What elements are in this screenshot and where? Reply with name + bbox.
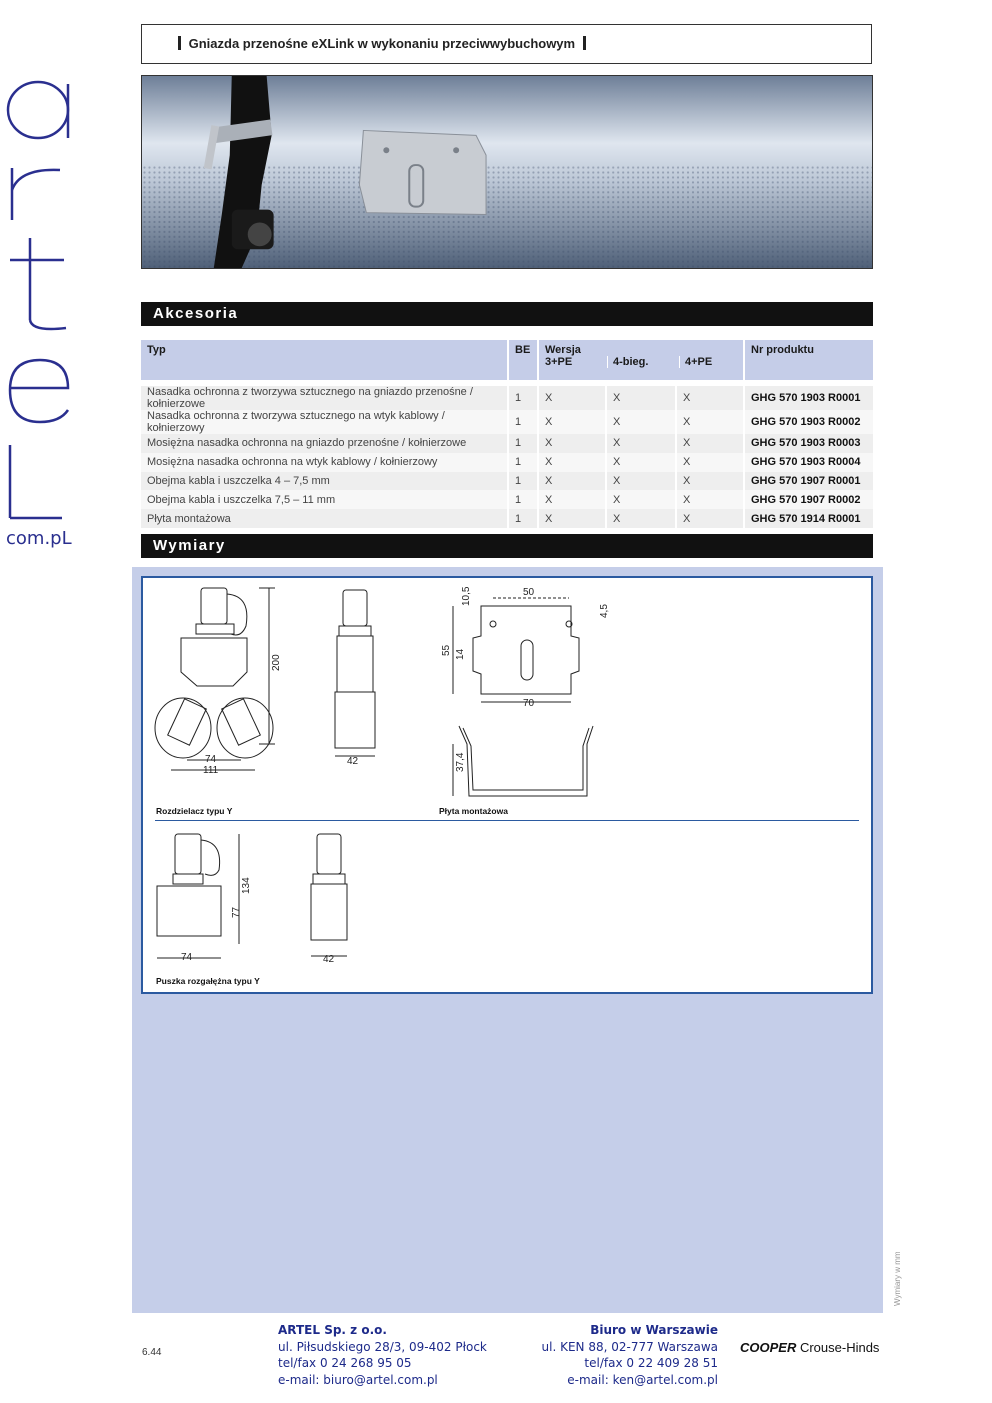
page-number: 6.44 bbox=[142, 1347, 162, 1358]
col-be: BE bbox=[508, 340, 538, 380]
col-version-label: Wersja bbox=[545, 344, 581, 356]
office-street: ul. KEN 88, 02-777 Warszawa bbox=[541, 1339, 718, 1354]
brand-bold: COOPER bbox=[740, 1340, 797, 1355]
cell-be: 1 bbox=[508, 490, 538, 509]
product-photo bbox=[141, 75, 873, 269]
col-product: Nr produktu bbox=[744, 340, 873, 380]
cell-type: Mosiężna nasadka ochronna na gniazdo przenośne / kołnierzowe bbox=[141, 434, 508, 453]
cell-v2: X bbox=[606, 386, 676, 410]
cell-product: GHG 570 1903 R0004 bbox=[744, 453, 873, 472]
company-phone: tel/fax 0 24 268 95 05 bbox=[278, 1356, 412, 1370]
col-v1: 3+PE bbox=[545, 356, 573, 368]
cell-type: Nasadka ochronna z tworzywa sztucznego na wtyk kablowy / kołnierzowy bbox=[141, 410, 508, 434]
col-type: Typ bbox=[141, 340, 508, 380]
office-name: Biuro w Warszawie bbox=[590, 1323, 718, 1337]
caption-splitter: Rozdzielacz typu Y bbox=[156, 806, 233, 816]
accessories-table bbox=[141, 340, 873, 528]
dim-splitter-w1: 74 bbox=[205, 754, 217, 765]
cell-product: GHG 570 1903 R0001 bbox=[744, 386, 873, 410]
table-row bbox=[141, 386, 873, 410]
cell-v2: X bbox=[606, 410, 676, 434]
dim-plate-top: 50 bbox=[523, 587, 535, 598]
dim-plate-off1: 10,5 bbox=[461, 586, 472, 606]
footer-right-address bbox=[520, 1322, 718, 1388]
splitter-side-drawing bbox=[335, 590, 375, 756]
company-email[interactable]: e-mail: biuro@artel.com.pl bbox=[278, 1372, 438, 1387]
cell-type: Mosiężna nasadka ochronna na wtyk kablowy / kołnierzowy bbox=[141, 453, 508, 472]
cell-product: GHG 570 1907 R0001 bbox=[744, 472, 873, 491]
col-v2: 4-bieg. bbox=[607, 356, 679, 368]
mounting-plate-image bbox=[359, 130, 486, 214]
technical-drawings bbox=[141, 576, 873, 994]
section-dimensions: Wymiary bbox=[141, 534, 873, 558]
dim-splitter-side-w: 42 bbox=[347, 756, 359, 767]
cell-v2: X bbox=[606, 472, 676, 491]
cell-v1: X bbox=[538, 386, 606, 410]
title-bar-left bbox=[178, 36, 181, 50]
dim-box-h1: 134 bbox=[241, 877, 252, 894]
office-email[interactable]: e-mail: ken@artel.com.pl bbox=[567, 1372, 718, 1387]
cell-v1: X bbox=[538, 453, 606, 472]
box-front-drawing bbox=[157, 834, 239, 958]
cell-product: GHG 570 1903 R0002 bbox=[744, 410, 873, 434]
cell-v3: X bbox=[676, 386, 744, 410]
title-bar-right bbox=[583, 36, 586, 50]
cell-product: GHG 570 1914 R0001 bbox=[744, 509, 873, 528]
dimensions-note: Wymiary w mm bbox=[893, 1251, 902, 1306]
cell-v1: X bbox=[538, 509, 606, 528]
cell-v2: X bbox=[606, 453, 676, 472]
dim-plate-h: 55 bbox=[441, 644, 452, 656]
footer-left-address bbox=[278, 1322, 487, 1388]
cell-be: 1 bbox=[508, 453, 538, 472]
dim-plate-slot: 14 bbox=[455, 648, 466, 660]
cooper-logo bbox=[740, 1340, 879, 1355]
company-name: ARTEL Sp. z o.o. bbox=[278, 1323, 387, 1337]
cell-v3: X bbox=[676, 490, 744, 509]
dim-splitter-h: 200 bbox=[271, 654, 282, 671]
caption-plate: Płyta montażowa bbox=[439, 806, 508, 816]
cell-v3: X bbox=[676, 410, 744, 434]
dim-splitter-w2: 111 bbox=[203, 765, 219, 776]
dim-plate-depth: 37,4 bbox=[455, 752, 466, 772]
cell-v1: X bbox=[538, 472, 606, 491]
page-title bbox=[178, 36, 586, 51]
plate-side-drawing bbox=[453, 726, 593, 796]
cell-be: 1 bbox=[508, 472, 538, 491]
dim-box-h2: 77 bbox=[231, 906, 242, 918]
section-accessories: Akcesoria bbox=[141, 302, 873, 326]
plate-front-drawing bbox=[453, 598, 579, 702]
cell-be: 1 bbox=[508, 410, 538, 434]
table-row bbox=[141, 490, 873, 509]
cell-be: 1 bbox=[508, 434, 538, 453]
cell-v2: X bbox=[606, 490, 676, 509]
caption-divider bbox=[155, 820, 859, 821]
splitter-front-drawing bbox=[155, 588, 275, 770]
cell-be: 1 bbox=[508, 386, 538, 410]
cell-be: 1 bbox=[508, 509, 538, 528]
cell-v1: X bbox=[538, 410, 606, 434]
office-phone: tel/fax 0 22 409 28 51 bbox=[584, 1356, 718, 1370]
dim-box-side-w: 42 bbox=[323, 954, 335, 965]
col-v3: 4+PE bbox=[679, 356, 743, 368]
cell-v3: X bbox=[676, 453, 744, 472]
company-street: ul. Piłsudskiego 28/3, 09-402 Płock bbox=[278, 1339, 487, 1354]
cell-v3: X bbox=[676, 434, 744, 453]
table-row bbox=[141, 410, 873, 434]
cell-v3: X bbox=[676, 509, 744, 528]
cell-product: GHG 570 1903 R0003 bbox=[744, 434, 873, 453]
dim-box-w: 74 bbox=[181, 952, 193, 963]
cell-type: Obejma kabla i uszczelka 7,5 – 11 mm bbox=[141, 490, 508, 509]
cell-product: GHG 570 1907 R0002 bbox=[744, 490, 873, 509]
cell-type: Obejma kabla i uszczelka 4 – 7,5 mm bbox=[141, 472, 508, 491]
table-row bbox=[141, 434, 873, 453]
page-title-text: Gniazda przenośne eXLink w wykonaniu przeciwwybuchowym bbox=[188, 36, 576, 51]
dim-plate-off2: 4,5 bbox=[599, 604, 610, 618]
cell-type: Nasadka ochronna z tworzywa sztucznego na gniazdo przenośne / kołnierzowe bbox=[141, 386, 508, 410]
box-side-drawing bbox=[311, 834, 347, 956]
brand-rest: Crouse-Hinds bbox=[796, 1340, 880, 1355]
cell-v1: X bbox=[538, 434, 606, 453]
logo-domain: com.pL bbox=[6, 528, 72, 549]
cell-v2: X bbox=[606, 509, 676, 528]
cell-v2: X bbox=[606, 434, 676, 453]
table-row bbox=[141, 472, 873, 491]
table-row bbox=[141, 509, 873, 528]
table-header-row bbox=[141, 340, 873, 380]
dim-plate-bottom: 70 bbox=[523, 698, 535, 709]
table-row bbox=[141, 453, 873, 472]
caption-box: Puszka rozgałężna typu Y bbox=[156, 976, 260, 986]
artel-logo bbox=[0, 70, 80, 550]
cell-type: Płyta montażowa bbox=[141, 509, 508, 528]
cell-v1: X bbox=[538, 490, 606, 509]
col-version bbox=[538, 340, 744, 380]
cell-v3: X bbox=[676, 472, 744, 491]
